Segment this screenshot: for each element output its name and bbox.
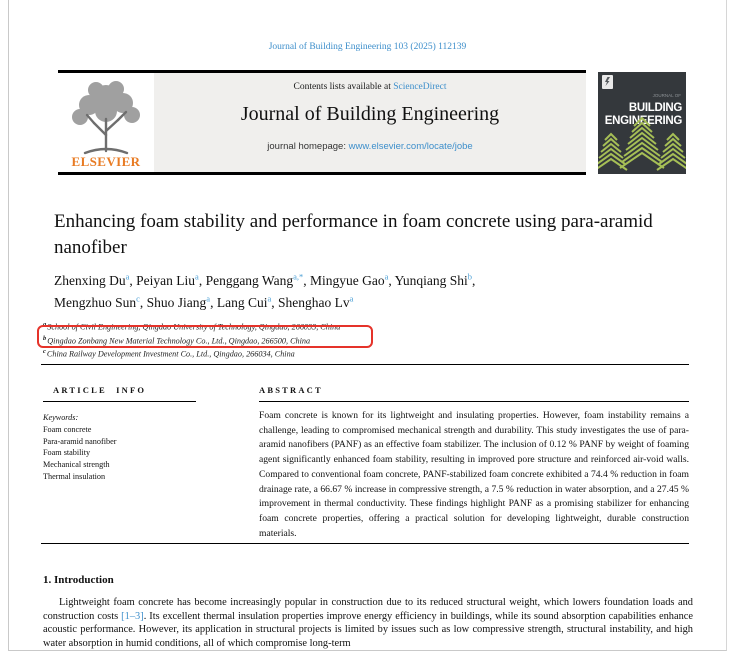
running-head-citation[interactable]: Journal of Building Engineering 103 (2025) 112139 (268, 42, 467, 52)
author[interactable] (54, 273, 136, 288)
keywords-block (43, 412, 116, 483)
abstract-text: Foam concrete is known for its lightweight and insulating properties. However, foam instability remains a challenge, leading to compromised mechanical strength and durability. This study investigates the use of para-aramid nanofibers (PANF) as an effective foam stabilizer. The inclusion of 0.12 % PANF by weight of foaming agent significantly enhanced foam stability, resulting in improved pore structure and reinforced air-void walls. Compared to conventional foam concrete, PANF-stabilized foam concrete exhibited a 74.4 % reduction in foam drainage rate, a 66.67 % increase in compressive strength, a 7.5 % reduction in water absorption, and a 27.45 % improvement in thermal conductivity. These findings highlight PANF as a promising stabilizer for enhancing foam concrete properties, offering a practical solution for developing lightweight, durable construction materials. (259, 410, 689, 539)
author-separator: , (129, 272, 137, 288)
section-divider-top (41, 364, 689, 365)
elsevier-wordmark: ELSEVIER (71, 154, 141, 169)
journal-cover-thumbnail[interactable] (598, 72, 686, 174)
author-name: Shenghao Lv (277, 295, 350, 310)
section-divider-bottom (41, 543, 689, 544)
author-name: Penggang Wang (205, 272, 294, 288)
affiliation-line (43, 346, 340, 360)
affiliation-sup: b (43, 334, 47, 342)
elsevier-tree-icon (65, 81, 147, 157)
author-separator: , (472, 272, 476, 288)
author-affil-sup: a (125, 271, 130, 281)
author[interactable] (147, 295, 217, 310)
author-list (54, 267, 644, 312)
author[interactable] (54, 295, 147, 310)
sciencedirect-link[interactable]: ScienceDirect (393, 82, 447, 92)
keywords-label: Keywords: (43, 413, 79, 422)
introduction-paragraph (43, 596, 693, 650)
cover-trees-graphic (598, 110, 686, 172)
affiliation-text: Qingdao Zonbang New Material Technology Co., Ltd., Qingdao, 266500, China (47, 336, 311, 346)
affiliation-sup: a (43, 321, 47, 328)
author-separator: , (139, 295, 147, 310)
author[interactable] (278, 295, 353, 310)
affiliation-text: School of Civil Engineering, Qingdao University of Technology, Qingdao, 266033, China (47, 322, 341, 332)
keyword-item: Foam stability (43, 448, 91, 458)
author-name: Yunqiang Shi (394, 272, 468, 288)
author[interactable] (395, 273, 476, 288)
intro-text-part2: . Its excellent thermal insulation properties improve energy efficiency in buildings, while its sound absorption capabilities enhance acoustic performance. However, its application in structural projects is limited by issues such as low compressive strength, structural instability, and high water absorption in humid conditions, all of which compromise long-term (43, 610, 693, 649)
author-name: Peiyan Liu (136, 272, 196, 288)
author-separator: , (198, 272, 206, 288)
author-separator: , (271, 295, 278, 310)
elsevier-logo[interactable] (58, 73, 154, 172)
author-affil-sup: a (195, 271, 199, 281)
annotation-red-box (37, 322, 373, 348)
keyword-item: Thermal insulation (43, 471, 106, 481)
keyword-item: Foam concrete (43, 424, 92, 434)
author-affil-sup: a,* (293, 271, 304, 281)
author-affil-sup: b (467, 271, 473, 281)
citation-link[interactable]: [1–3] (121, 610, 144, 622)
abstract-heading: ABSTRACT (259, 385, 323, 395)
author-separator: , (388, 272, 395, 288)
author[interactable] (310, 273, 395, 288)
author[interactable] (206, 273, 310, 288)
author-affil-sup: a (384, 271, 389, 281)
cover-title-line1: BUILDING (628, 102, 682, 114)
author-affil-sup: c (136, 293, 140, 304)
cover-journal-of: JOURNAL OF (652, 93, 681, 98)
author-separator: , (303, 272, 310, 288)
journal-name: Journal of Building Engineering (240, 103, 500, 125)
cover-title-line2: ENGINEERING (604, 115, 682, 127)
journal-homepage-link[interactable]: www.elsevier.com/locate/jobe (348, 141, 473, 152)
introduction-heading: 1. Introduction (43, 574, 114, 586)
article-title: Enhancing foam stability and performance in foam concrete using para-aramid nanofiber (54, 211, 653, 258)
paper-page (8, 0, 727, 651)
author-affil-sup: a (206, 293, 211, 304)
author-name: Mingyue Gao (310, 272, 385, 288)
author-name: Lang Cui (216, 295, 268, 310)
author-affil-sup: a (267, 293, 272, 304)
author-name: Zhenxing Du (54, 272, 126, 288)
author-name: Shuo Jiang (146, 295, 207, 310)
keyword-item: Para-aramid nanofiber (43, 436, 117, 446)
keyword-item: Mechanical strength (43, 460, 110, 470)
article-info-heading: ARTICLE INFO (53, 385, 147, 395)
intro-text-part1: Lightweight foam concrete has become increasingly popular in construction due to its reduced structural weight, which lowers foundation loads and construction costs (43, 597, 693, 622)
journal-masthead (58, 70, 586, 175)
author[interactable] (217, 295, 278, 310)
abstract-rule (259, 401, 689, 402)
masthead-center (154, 73, 586, 172)
affiliation-text: China Railway Development Investment Co., Ltd., Qingdao, 266034, China (46, 350, 295, 360)
article-info-rule (43, 401, 196, 402)
homepage-line (154, 141, 586, 152)
contents-line-text: Contents lists available at (293, 82, 394, 92)
homepage-label: journal homepage: (267, 141, 349, 152)
contents-line (154, 82, 586, 92)
author[interactable] (136, 273, 205, 288)
affiliation-sup: c (43, 348, 46, 356)
author-affil-sup: a (349, 293, 354, 304)
author-name: Mengzhuo Sun (54, 295, 137, 310)
author-separator: , (210, 295, 217, 310)
